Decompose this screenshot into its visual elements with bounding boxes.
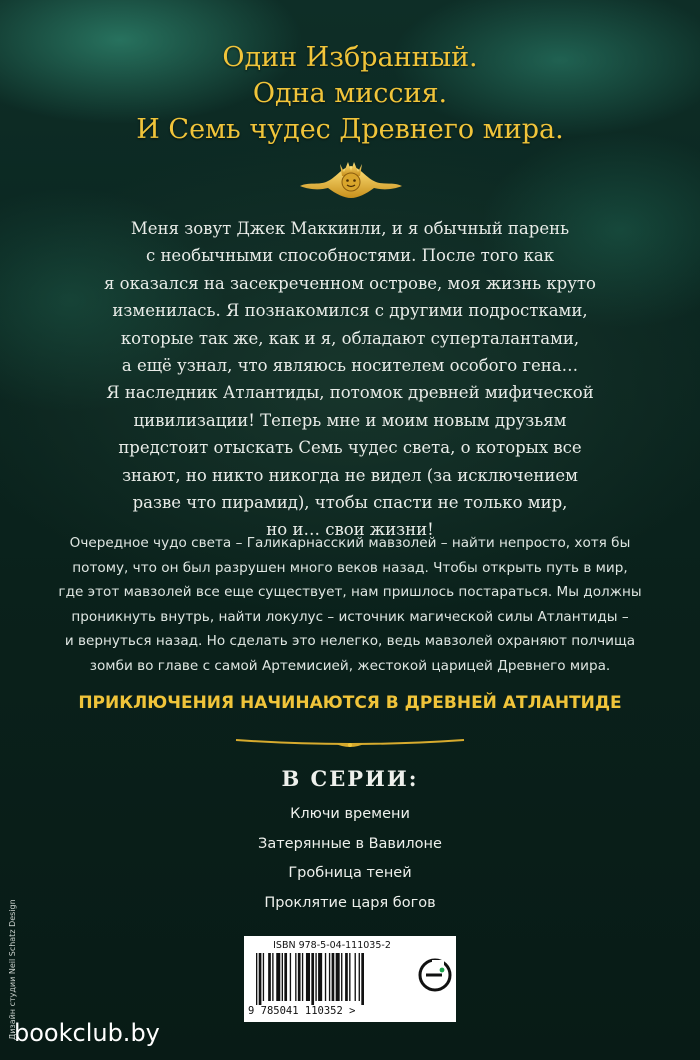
tagline-line: Один Избранный.	[222, 42, 478, 73]
eksmo-logo-icon	[418, 958, 452, 992]
isbn-number: ISBN 978-5-04-111035-2	[273, 940, 391, 951]
tagline-line: И Семь чудес Древнего мира.	[136, 114, 564, 145]
series-list	[0, 800, 700, 918]
plot-line: проникнуть внутрь, найти локулус – источник магической силы Атлантиды –	[71, 608, 629, 625]
series-book-title: Затерянные в Вавилоне	[258, 835, 442, 852]
blurb-line: Я наследник Атлантиды, потомок древней мифической	[106, 383, 594, 403]
tagline-line: Одна миссия.	[252, 78, 448, 109]
blurb-line: изменилась. Я познакомился с другими подростками,	[112, 301, 588, 321]
barcode-panel	[244, 936, 456, 1022]
barcode-icon	[254, 953, 412, 1005]
blurb-line: которые так же, как и я, обладают суперталантами,	[120, 328, 580, 348]
golden-face-emblem-icon	[296, 160, 406, 200]
series-book-title: Проклятие царя богов	[264, 894, 436, 911]
plot-line: где этот мавзолей все еще существует, нам пришлось постараться. Мы должны	[58, 584, 642, 601]
blurb-line: предстоит отыскать Семь чудес света, о которых все	[118, 438, 582, 458]
blurb-line: но и… свои жизни!	[266, 520, 434, 540]
plot-line: и вернуться назад. Но сделать это нелегко, ведь мавзолей охраняют полчища	[64, 633, 636, 650]
tagline	[0, 40, 700, 148]
plot-line: зомби во главе с самой Артемисией, жестокой царицей Древнего мира.	[89, 657, 611, 674]
series-book-title: Ключи времени	[290, 806, 410, 822]
blurb-text	[60, 215, 640, 544]
blurb-line: я оказался на засекреченном острове, моя жизнь круто	[103, 273, 596, 293]
blurb-line: знают, но никто никогда не видел (за исключением	[122, 465, 578, 485]
plot-line: Очередное чудо света – Галикарнасский мавзолей – найти непросто, хотя бы	[69, 535, 631, 551]
watermark: bookclub.by	[14, 1019, 160, 1047]
plot-summary	[20, 531, 680, 679]
barcode-digits: 9 785041 110352 >	[248, 1005, 356, 1017]
blurb-line: с необычными способностями. После того как	[145, 246, 555, 266]
series-book-title: Гробница теней	[288, 865, 412, 881]
design-credit: Дизайн студии Neil Schatz Design	[8, 899, 17, 1040]
blurb-line: Меня зовут Джек Маккинли, и я обычный парень	[130, 219, 570, 238]
blurb-line: а ещё узнал, что являюсь носителем особого гена…	[121, 356, 579, 376]
series-heading: В СЕРИИ:	[281, 766, 419, 791]
slogan: ПРИКЛЮЧЕНИЯ НАЧИНАЮТСЯ В ДРЕВНЕЙ АТЛАНТИДЕ	[78, 693, 622, 713]
plot-line: потому, что он был разрушен много веков назад. Чтобы открыть путь в мир,	[72, 559, 628, 576]
blurb-line: разве что пирамид), чтобы спасти не только мир,	[132, 493, 568, 513]
ornament-divider-icon	[234, 736, 466, 750]
blurb-line: цивилизации! Теперь мне и моим новым друзьям	[133, 410, 567, 430]
